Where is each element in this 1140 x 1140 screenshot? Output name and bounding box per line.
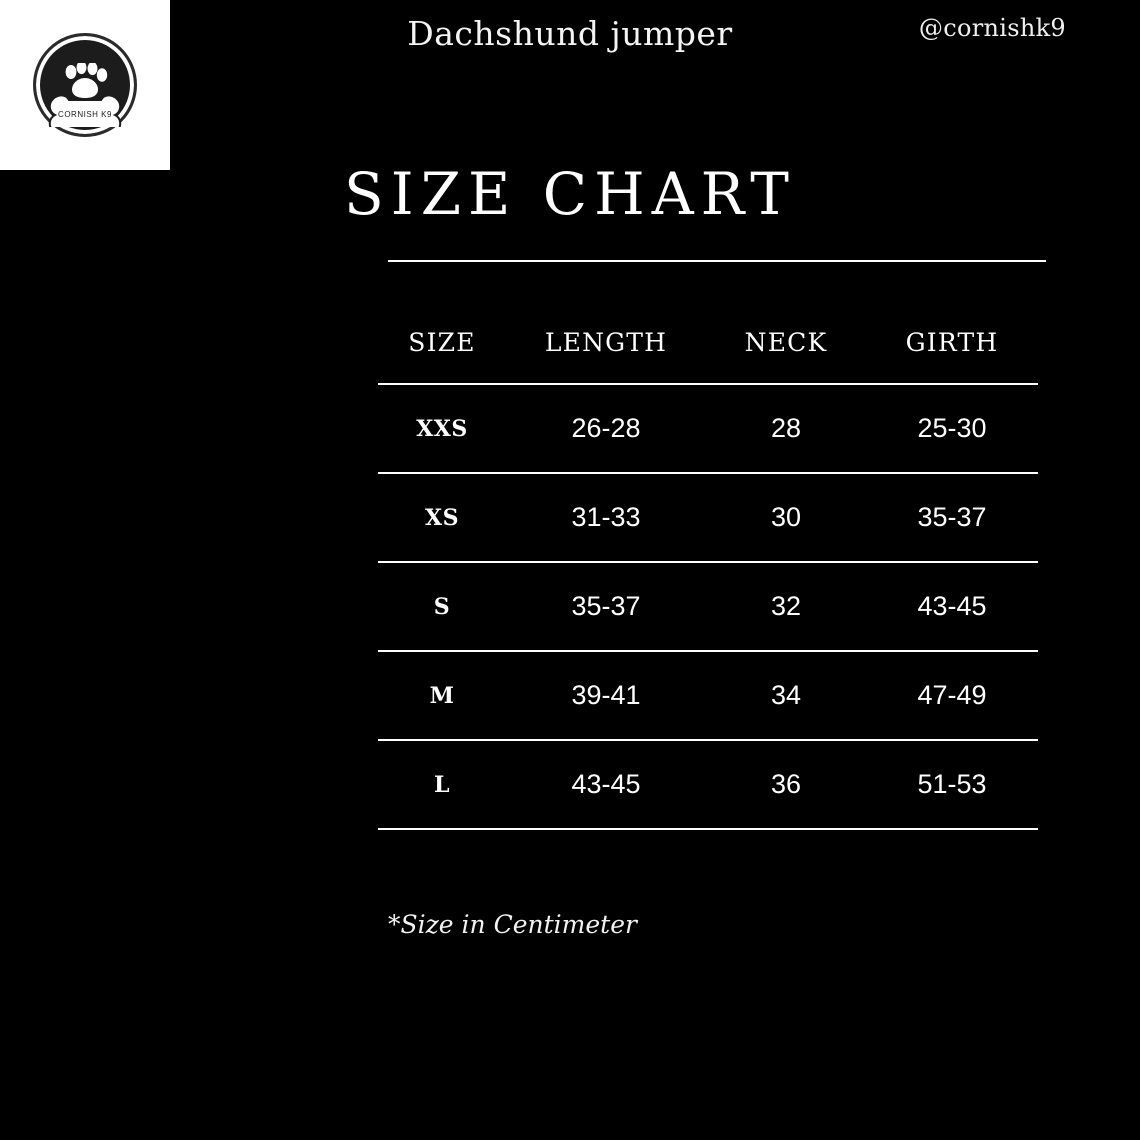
- title-divider: [388, 260, 1046, 262]
- cell-girth: 47-49: [917, 680, 987, 710]
- cell-girth: 35-37: [917, 502, 987, 532]
- column-header-neck: NECK: [744, 328, 828, 357]
- cell-size: XS: [425, 504, 459, 531]
- table-row: [378, 740, 1038, 829]
- size-chart-table: [378, 322, 1038, 830]
- table-row: [378, 562, 1038, 651]
- table-row: [378, 651, 1038, 740]
- table-row: [378, 473, 1038, 562]
- cell-neck: 30: [770, 502, 802, 532]
- cell-size: S: [433, 593, 451, 620]
- cell-length: 43-45: [571, 769, 641, 799]
- cell-neck: 32: [770, 591, 802, 621]
- social-handle: @cornishk9: [918, 14, 1066, 42]
- cell-girth: 25-30: [917, 413, 987, 443]
- cell-size: M: [429, 682, 455, 709]
- table-header-row: [378, 322, 1038, 384]
- column-header-size: SIZE: [408, 328, 476, 357]
- cell-size: L: [434, 771, 450, 798]
- cell-length: 31-33: [571, 502, 641, 532]
- cell-length: 39-41: [571, 680, 641, 710]
- page-title: SIZE CHART: [344, 160, 796, 228]
- product-title: Dachshund jumper: [407, 14, 733, 53]
- cell-neck: 34: [770, 680, 802, 710]
- logo-brand-text: CORNISH K9: [58, 110, 112, 119]
- column-header-length: LENGTH: [544, 328, 668, 357]
- cell-size: XXS: [416, 415, 468, 442]
- unit-footnote: *Size in Centimeter: [388, 910, 637, 939]
- cell-neck: 28: [770, 413, 802, 443]
- column-header-girth: GIRTH: [905, 328, 999, 357]
- cell-girth: 51-53: [917, 769, 987, 799]
- cell-neck: 36: [770, 769, 802, 799]
- cell-girth: 43-45: [917, 591, 987, 621]
- table-row: [378, 384, 1038, 473]
- cell-length: 35-37: [571, 591, 641, 621]
- cell-length: 26-28: [571, 413, 641, 443]
